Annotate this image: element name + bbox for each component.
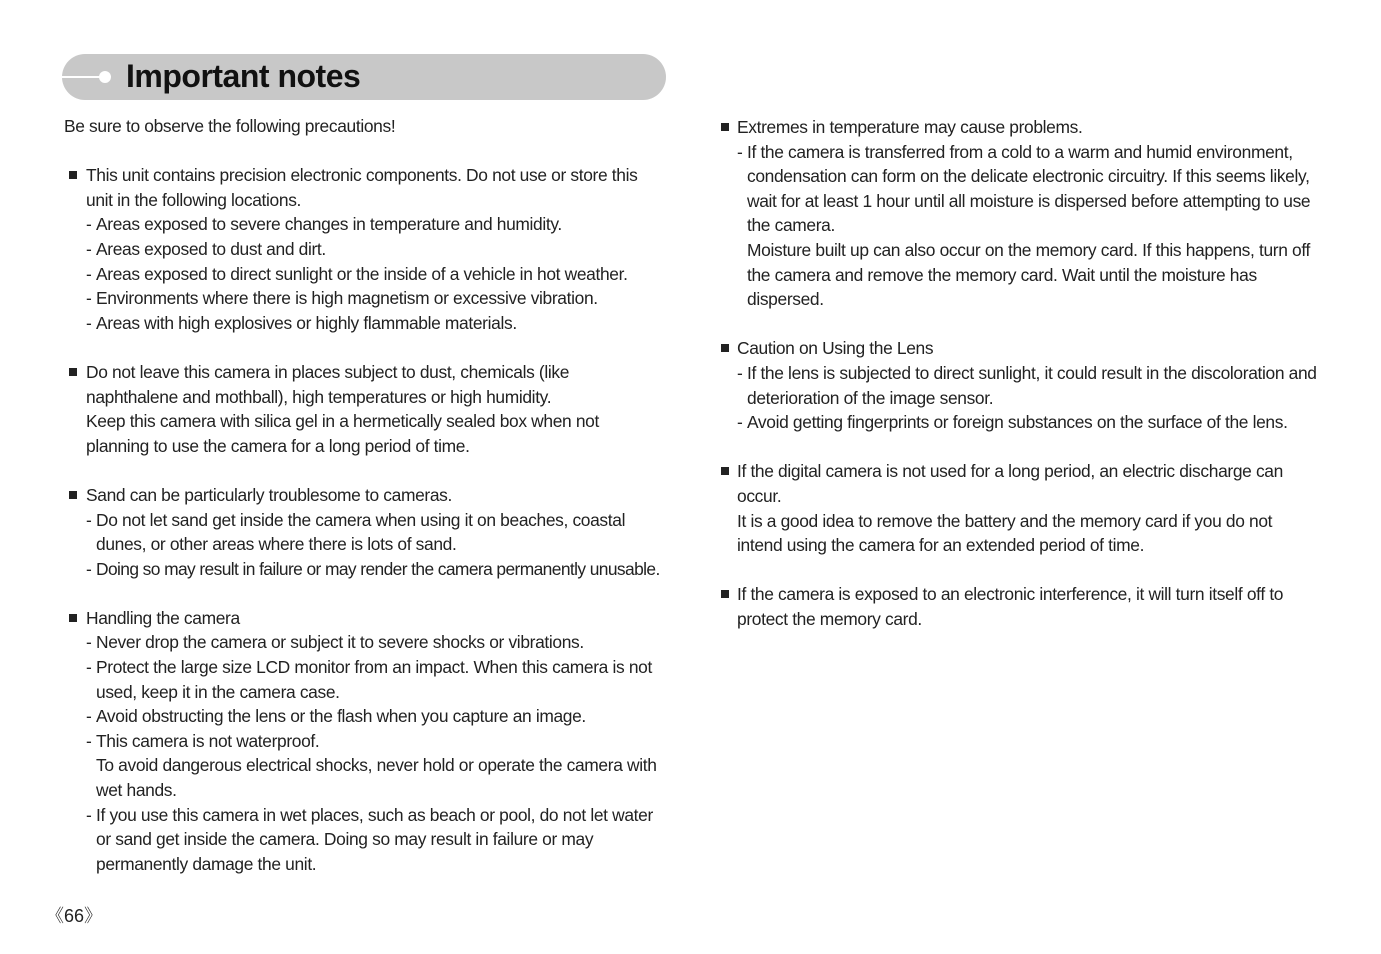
title-line-decoration — [62, 76, 104, 78]
square-bullet-icon — [721, 590, 729, 598]
list-item: - If the lens is subjected to direct sunlight, it could result in the discoloration and deterioration of the image sensor. — [737, 362, 1317, 408]
square-bullet-icon — [721, 467, 729, 475]
intro-text: Be sure to observe the following precautions! — [64, 116, 396, 136]
section-heading-text: Handling the camera — [86, 607, 240, 628]
section-heading — [64, 163, 664, 212]
list-item-text: Avoid getting fingerprints or foreign substances on the surface of the lens. — [747, 412, 1288, 433]
section-handling — [64, 606, 664, 877]
list-item-continuation: Moisture built up can also occur on the memory card. If this happens, turn off the camera and remove the memory card. Wait until the moisture has dispersed. — [747, 239, 1310, 310]
section-heading — [718, 582, 1318, 631]
list-item-text: Areas exposed to severe changes in temperature and humidity. — [96, 214, 562, 235]
square-bullet-icon — [69, 491, 77, 499]
left-column — [64, 114, 664, 876]
page-title: Important notes — [126, 58, 361, 94]
section-heading-text: Sand can be particularly troublesome to cameras. — [86, 484, 452, 505]
list-item: - Avoid getting fingerprints or foreign substances on the surface of the lens. — [737, 412, 1288, 433]
list-item-text: If the lens is subjected to direct sunlight, it could result in the discoloration and deterioration of the image sensor. — [747, 362, 1317, 408]
list-item-text: If the camera is transferred from a cold to a warm and humid environment, condensation can form on the delicate electronic circuitry. If this seems likely, wait for at least 1 hour until all moisture is dispersed before attempting to use the camera. — [747, 141, 1311, 236]
page-number: 《66》 — [46, 906, 103, 926]
section-heading-text: Extremes in temperature may cause problems. — [737, 117, 1083, 137]
list-item-text: Areas with high explosives or highly flammable materials. — [96, 312, 517, 333]
square-bullet-icon — [721, 123, 729, 131]
list-item-text: Do not let sand get inside the camera when using it on beaches, coastal dunes, or other areas where there is lots of sand. — [96, 509, 626, 555]
list-item-text: Avoid obstructing the lens or the flash when you capture an image. — [96, 706, 586, 727]
section-heading — [64, 606, 664, 631]
title-dot-icon — [99, 71, 111, 83]
section-heading — [718, 459, 1318, 508]
square-bullet-icon — [69, 614, 77, 622]
list-item-text: This camera is not waterproof. — [96, 730, 320, 751]
list-item: - If the camera is transferred from a cold to a warm and humid environment, condensation can form on the delicate electronic circuitry. If this seems likely, wait for at least 1 hour until all moisture is dispersed before attempting to use the camera. — [737, 141, 1311, 236]
section-heading-text: Do not leave this camera in places subject to dust, chemicals (like naphthalene and mothball), high temperatures or high humidity. — [86, 361, 570, 407]
list-item: - This camera is not waterproof. — [86, 730, 320, 751]
section-dust-chemicals — [64, 360, 664, 458]
square-bullet-icon — [721, 344, 729, 352]
section-interference — [718, 582, 1318, 631]
section-heading-text: If the digital camera is not used for a long period, an electric discharge can occur. — [737, 461, 1283, 506]
list-item: - Areas with high explosives or highly flammable materials. — [86, 312, 517, 333]
list-item-text: Never drop the camera or subject it to severe shocks or vibrations. — [96, 632, 584, 653]
list-item-text: Areas exposed to dust and dirt. — [96, 238, 326, 259]
list-item-text: Areas exposed to direct sunlight or the inside of a vehicle in hot weather. — [96, 263, 628, 284]
section-temperature — [718, 115, 1318, 312]
list-item: - Never drop the camera or subject it to severe shocks or vibrations. — [86, 632, 584, 653]
list-item: - Areas exposed to severe changes in temperature and humidity. — [86, 214, 562, 235]
list-item-text: Doing so may result in failure or may render the camera permanently unusable. — [96, 558, 660, 579]
section-paragraph: Keep this camera with silica gel in a hermetically sealed box when not planning to use the camera for a long period of time. — [86, 411, 599, 456]
list-item: - Do not let sand get inside the camera when using it on beaches, coastal dunes, or other areas where there is lots of sand. — [86, 509, 626, 555]
list-item-text: Protect the large size LCD monitor from an impact. When this camera is not used, keep it in the camera case. — [96, 657, 652, 702]
square-bullet-icon — [69, 368, 77, 376]
section-lens — [718, 336, 1318, 434]
section-heading-text: Caution on Using the Lens — [737, 338, 934, 359]
list-item: - If you use this camera in wet places, such as beach or pool, do not let water or sand get inside the camera. Doing so may result in failure or may permanently damage the unit. — [86, 804, 653, 874]
list-item-text: If you use this camera in wet places, such as beach or pool, do not let water or sand get inside the camera. Doing so may result in failure or may permanently damage the unit. — [96, 804, 653, 874]
list-item: - Avoid obstructing the lens or the flash when you capture an image. — [86, 706, 586, 727]
section-locations — [64, 163, 664, 335]
list-item: - Areas exposed to dust and dirt. — [86, 238, 326, 259]
list-item-continuation: To avoid dangerous electrical shocks, never hold or operate the camera with wet hands. — [96, 755, 657, 801]
section-sand — [64, 483, 664, 581]
section-heading — [718, 115, 1318, 140]
list-item: - Protect the large size LCD monitor from an impact. When this camera is not used, keep it in the camera case. — [86, 657, 652, 702]
section-heading — [718, 336, 1318, 361]
section-heading — [64, 483, 664, 508]
right-column — [718, 115, 1318, 631]
list-item: - Areas exposed to direct sunlight or the inside of a vehicle in hot weather. — [86, 263, 628, 284]
section-discharge — [718, 459, 1318, 557]
section-heading-text: This unit contains precision electronic components. Do not use or store this unit in the following locations. — [86, 165, 638, 210]
section-paragraph: It is a good idea to remove the battery and the memory card if you do not intend using the camera for an extended period of time. — [737, 510, 1273, 556]
list-item: - Environments where there is high magnetism or excessive vibration. — [86, 288, 598, 309]
list-item: - Doing so may result in failure or may render the camera permanently unusable. — [86, 558, 660, 579]
title-bar — [62, 54, 666, 100]
section-heading — [64, 360, 664, 409]
list-item-text: Environments where there is high magnetism or excessive vibration. — [96, 288, 598, 309]
square-bullet-icon — [69, 171, 77, 179]
section-heading-text: If the camera is exposed to an electronic interference, it will turn itself off to protect the memory card. — [737, 584, 1284, 629]
